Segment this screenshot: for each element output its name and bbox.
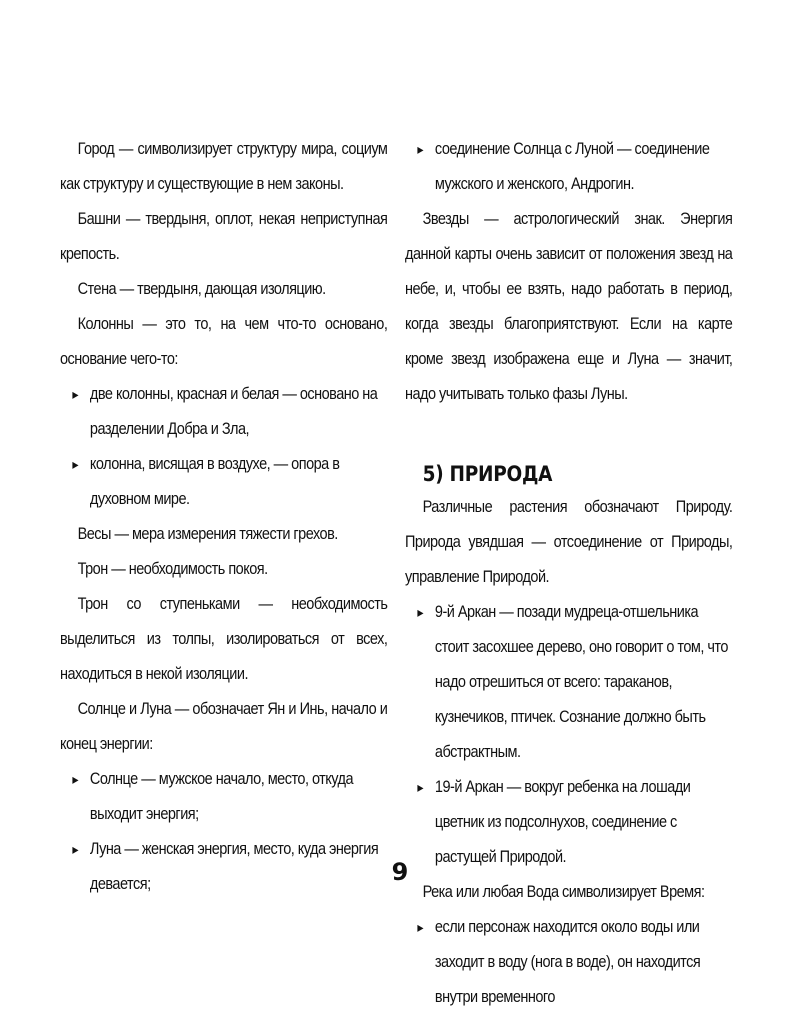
left-column [60, 132, 387, 902]
paragraph-throne-steps: Трон со ступеньками — необходимость выделиться из толпы, изолироваться от всех, находиться в некой изоляции. [60, 595, 388, 683]
list-item: ▸ две колонны, красная и белая — основано на разделении Добра и Зла, [60, 377, 387, 447]
paragraph-river: Река или любая Вода символизирует Время: [422, 883, 705, 901]
list-item: ▸ 9-й Аркан — позади мудреца-отшельника стоит засохшее дерево, оно говорит о том, что надо отрешиться от всего: тараканов, кузнечиков, птичек. Сознание должно быть абстрактным. [405, 595, 732, 770]
list-item: ▸ колонна, висящая в воздухе, — опора в духовном мире. [60, 447, 387, 517]
page-number: 9 [391, 858, 409, 886]
list-item: ▸ 19-й Аркан — вокруг ребенка на лошади цветник из подсолнухов, соединение с растущей Природой. [405, 770, 732, 875]
arcana-list [405, 595, 732, 875]
paragraph-city: Город — символизирует структуру мира, социум как структуру и существующие в нем законы. [60, 140, 388, 193]
list-item: ▸ соединение Солнца с Луной — соединение мужского и женского, Андрогин. [405, 132, 732, 202]
paragraph-nature: Различные растения обозначают Природу. Природа увядшая — отсоединение от Природы, управление Природой. [405, 498, 733, 586]
list-item: ▸ если персонаж находится около воды или заходит в воду (нога в воде), он находится внутри временного [405, 910, 732, 1015]
list-item: ▸ Солнце — мужское начало, место, откуда выходит энергия; [60, 762, 387, 832]
section-heading: 5) ПРИРОДА [422, 462, 553, 486]
list-item: ▸ Луна — женская энергия, место, куда энергия девается; [60, 832, 387, 902]
paragraph-towers: Башни — твердыня, оплот, некая неприступная крепость. [60, 210, 388, 263]
paragraph-stars: Звезды — астрологический знак. Энергия данной карты очень зависит от положения звезд на небе, и, чтобы ее взять, надо работать в период, когда звезды благоприятствуют. Если на карте кроме звезд изображена еще и Луна — значит, надо учитывать только фазы Луны. [405, 210, 733, 403]
paragraph-wall: Стена — твердыня, дающая изоляцию. [77, 280, 326, 298]
paragraph-columns: Колонны — это то, на чем что-то основано, основание чего-то: [60, 315, 388, 368]
water-list [405, 910, 732, 1015]
paragraph-sun-moon: Солнце и Луна — обозначает Ян и Инь, начало и конец энергии: [60, 700, 388, 753]
paragraph-throne: Трон — необходимость покоя. [77, 560, 268, 578]
paragraph-scales: Весы — мера измерения тяжести грехов. [77, 525, 338, 543]
columns-list [60, 377, 387, 517]
sun-moon-list-continued [405, 132, 732, 202]
